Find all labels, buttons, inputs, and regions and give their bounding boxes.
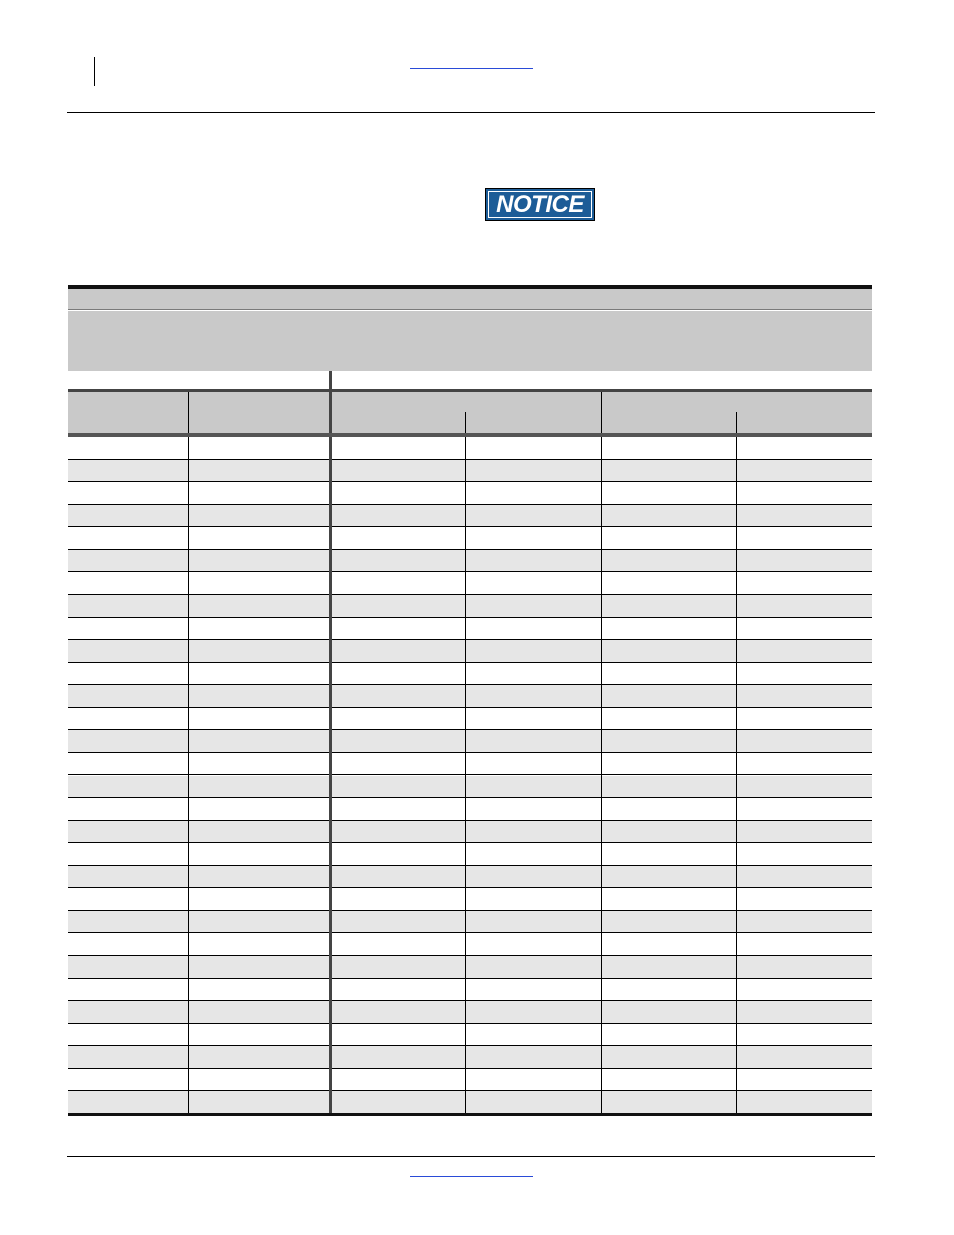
table-cell	[602, 753, 736, 775]
header-divider	[188, 392, 189, 433]
table-cell	[602, 527, 736, 549]
table-cell	[602, 640, 736, 662]
table-cell	[602, 843, 736, 865]
table-cell	[737, 1001, 872, 1023]
table-cell	[68, 663, 188, 685]
table-cell	[68, 866, 188, 888]
table-cell	[332, 663, 465, 685]
table-cell	[332, 1069, 465, 1091]
table-cell	[68, 460, 188, 482]
table-cell	[602, 866, 736, 888]
table-cell	[466, 956, 601, 978]
table-cell	[332, 776, 465, 798]
body-divider	[188, 437, 189, 1114]
table-cell	[332, 821, 465, 843]
table-cell	[68, 821, 188, 843]
table-cell	[189, 527, 329, 549]
table-cell	[68, 550, 188, 572]
table-cell	[68, 527, 188, 549]
table-cell	[189, 753, 329, 775]
column-header-4	[466, 413, 601, 431]
table-cell	[189, 437, 329, 459]
table-cell	[602, 956, 736, 978]
table-cell	[189, 618, 329, 640]
subgroup-header-2	[602, 393, 872, 411]
table-cell	[189, 708, 329, 730]
table-cell	[189, 482, 329, 504]
table-caption	[68, 311, 872, 371]
table-cell	[68, 843, 188, 865]
body-divider	[465, 437, 466, 1114]
column-header-1	[68, 413, 188, 431]
table-cell	[737, 911, 872, 933]
table-cell	[189, 640, 329, 662]
table-cell	[189, 911, 329, 933]
table-cell	[737, 1046, 872, 1068]
table-bottom-border	[68, 1113, 872, 1116]
table-cell	[68, 1069, 188, 1091]
column-header-5	[602, 413, 736, 431]
table-cell	[189, 460, 329, 482]
table-cell	[189, 776, 329, 798]
table-cell	[189, 866, 329, 888]
header-divider	[329, 392, 332, 433]
table-cell	[466, 776, 601, 798]
table-cell	[466, 550, 601, 572]
table-cell	[68, 730, 188, 752]
table-cell	[466, 527, 601, 549]
table-cell	[602, 798, 736, 820]
table-cell	[737, 663, 872, 685]
table-cell	[737, 640, 872, 662]
table-cell	[737, 618, 872, 640]
header-divider	[465, 412, 466, 433]
table-cell	[332, 460, 465, 482]
table-cell	[189, 730, 329, 752]
table-cell	[332, 730, 465, 752]
table-cell	[466, 730, 601, 752]
header-rule	[67, 112, 875, 113]
table-cell	[602, 1069, 736, 1091]
table-cell	[737, 1091, 872, 1113]
table-cell	[332, 911, 465, 933]
table-cell	[602, 776, 736, 798]
table-cell	[68, 685, 188, 707]
table-cell	[466, 460, 601, 482]
table-cell	[332, 933, 465, 955]
table-cell	[332, 640, 465, 662]
table-cell	[68, 1046, 188, 1068]
data-table	[68, 285, 872, 1117]
footer-link-underline	[410, 1176, 533, 1177]
table-cell	[332, 505, 465, 527]
table-cell	[737, 888, 872, 910]
table-cell	[737, 1069, 872, 1091]
table-cell	[602, 550, 736, 572]
table-cell	[737, 843, 872, 865]
table-cell	[466, 911, 601, 933]
table-cell	[466, 979, 601, 1001]
table-cell	[332, 595, 465, 617]
table-cell	[737, 685, 872, 707]
table-cell	[68, 1024, 188, 1046]
header-link[interactable]	[410, 54, 533, 68]
table-cell	[466, 505, 601, 527]
table-cell	[466, 1046, 601, 1068]
table-cell	[189, 595, 329, 617]
notice-badge	[485, 188, 595, 221]
table-cell	[737, 550, 872, 572]
table-cell	[332, 437, 465, 459]
table-title	[68, 289, 872, 310]
column-header-6	[737, 413, 872, 431]
table-cell	[189, 505, 329, 527]
table-cell	[189, 979, 329, 1001]
table-cell	[466, 753, 601, 775]
table-cell	[68, 437, 188, 459]
table-cell	[189, 572, 329, 594]
table-cell	[68, 1091, 188, 1113]
table-cell	[466, 798, 601, 820]
table-cell	[737, 595, 872, 617]
table-cell	[737, 437, 872, 459]
table-cell	[466, 640, 601, 662]
table-cell	[68, 888, 188, 910]
table-cell	[737, 730, 872, 752]
table-cell	[602, 1001, 736, 1023]
table-cell	[466, 1024, 601, 1046]
table-cell	[737, 753, 872, 775]
table-cell	[332, 1091, 465, 1113]
table-cell	[332, 708, 465, 730]
table-cell	[466, 685, 601, 707]
table-cell	[737, 933, 872, 955]
table-cell	[737, 1024, 872, 1046]
table-cell	[466, 572, 601, 594]
table-cell	[332, 866, 465, 888]
table-cell	[602, 595, 736, 617]
table-cell	[68, 482, 188, 504]
table-cell	[602, 460, 736, 482]
footer-rule	[67, 1156, 875, 1157]
group-divider	[329, 371, 332, 391]
table-cell	[466, 437, 601, 459]
table-cell	[602, 888, 736, 910]
table-cell	[189, 663, 329, 685]
header-link-underline	[410, 68, 533, 69]
table-cell	[332, 1001, 465, 1023]
table-cell	[602, 685, 736, 707]
table-cell	[602, 437, 736, 459]
table-cell	[68, 618, 188, 640]
body-divider	[329, 437, 332, 1114]
table-cell	[602, 572, 736, 594]
table-cell	[68, 640, 188, 662]
body-divider	[601, 437, 602, 1114]
table-cell	[602, 933, 736, 955]
column-header-3	[332, 413, 465, 431]
table-cell	[466, 1091, 601, 1113]
table-cell	[68, 911, 188, 933]
table-cell	[466, 888, 601, 910]
body-divider	[736, 437, 737, 1114]
table-cell	[189, 1024, 329, 1046]
column-header-2	[189, 413, 329, 431]
table-cell	[332, 843, 465, 865]
table-cell	[466, 933, 601, 955]
header-divider	[601, 392, 602, 433]
table-cell	[466, 618, 601, 640]
table-cell	[737, 798, 872, 820]
table-cell	[68, 979, 188, 1001]
table-cell	[466, 1001, 601, 1023]
table-cell	[466, 595, 601, 617]
table-cell	[332, 888, 465, 910]
table-cell	[466, 866, 601, 888]
table-cell	[189, 798, 329, 820]
table-cell	[466, 663, 601, 685]
table-cell	[602, 482, 736, 504]
table-cell	[68, 595, 188, 617]
table-cell	[602, 1046, 736, 1068]
table-cell	[602, 821, 736, 843]
table-cell	[332, 482, 465, 504]
table-cell	[68, 956, 188, 978]
table-cell	[68, 933, 188, 955]
table-cell	[466, 708, 601, 730]
table-cell	[737, 460, 872, 482]
table-cell	[332, 550, 465, 572]
table-cell	[189, 685, 329, 707]
table-cell	[189, 550, 329, 572]
table-cell	[466, 821, 601, 843]
table-cell	[737, 572, 872, 594]
table-cell	[332, 618, 465, 640]
table-cell	[602, 1091, 736, 1113]
table-cell	[602, 618, 736, 640]
table-cell	[737, 821, 872, 843]
table-cell	[68, 753, 188, 775]
table-cell	[737, 866, 872, 888]
header-change-bar	[94, 57, 95, 86]
table-cell	[332, 956, 465, 978]
table-cell	[332, 798, 465, 820]
table-cell	[737, 776, 872, 798]
table-cell	[332, 527, 465, 549]
table-cell	[68, 776, 188, 798]
notice-label: NOTICE	[488, 191, 592, 218]
footer-link[interactable]	[410, 1162, 533, 1176]
subgroup-header-1	[332, 393, 600, 411]
table-cell	[189, 933, 329, 955]
table-cell	[189, 888, 329, 910]
table-cell	[189, 1001, 329, 1023]
table-cell	[332, 1024, 465, 1046]
table-cell	[737, 956, 872, 978]
table-cell	[466, 843, 601, 865]
table-cell	[602, 730, 736, 752]
table-cell	[602, 505, 736, 527]
table-cell	[189, 1091, 329, 1113]
table-cell	[332, 753, 465, 775]
table-cell	[737, 482, 872, 504]
header-divider	[736, 412, 737, 433]
table-cell	[68, 1001, 188, 1023]
table-cell	[737, 979, 872, 1001]
group-header-right	[332, 371, 872, 389]
group-header-left	[68, 371, 329, 389]
table-cell	[189, 1046, 329, 1068]
table-cell	[737, 708, 872, 730]
table-cell	[68, 798, 188, 820]
table-cell	[602, 1024, 736, 1046]
table-cell	[68, 505, 188, 527]
table-cell	[189, 1069, 329, 1091]
table-cell	[332, 1046, 465, 1068]
table-cell	[737, 505, 872, 527]
table-cell	[466, 482, 601, 504]
table-cell	[466, 1069, 601, 1091]
table-cell	[68, 572, 188, 594]
table-cell	[189, 843, 329, 865]
table-cell	[602, 708, 736, 730]
table-cell	[189, 821, 329, 843]
table-cell	[602, 979, 736, 1001]
table-cell	[737, 527, 872, 549]
table-cell	[332, 685, 465, 707]
table-cell	[68, 708, 188, 730]
table-cell	[332, 979, 465, 1001]
table-cell	[189, 956, 329, 978]
table-cell	[602, 663, 736, 685]
table-cell	[332, 572, 465, 594]
table-cell	[602, 911, 736, 933]
